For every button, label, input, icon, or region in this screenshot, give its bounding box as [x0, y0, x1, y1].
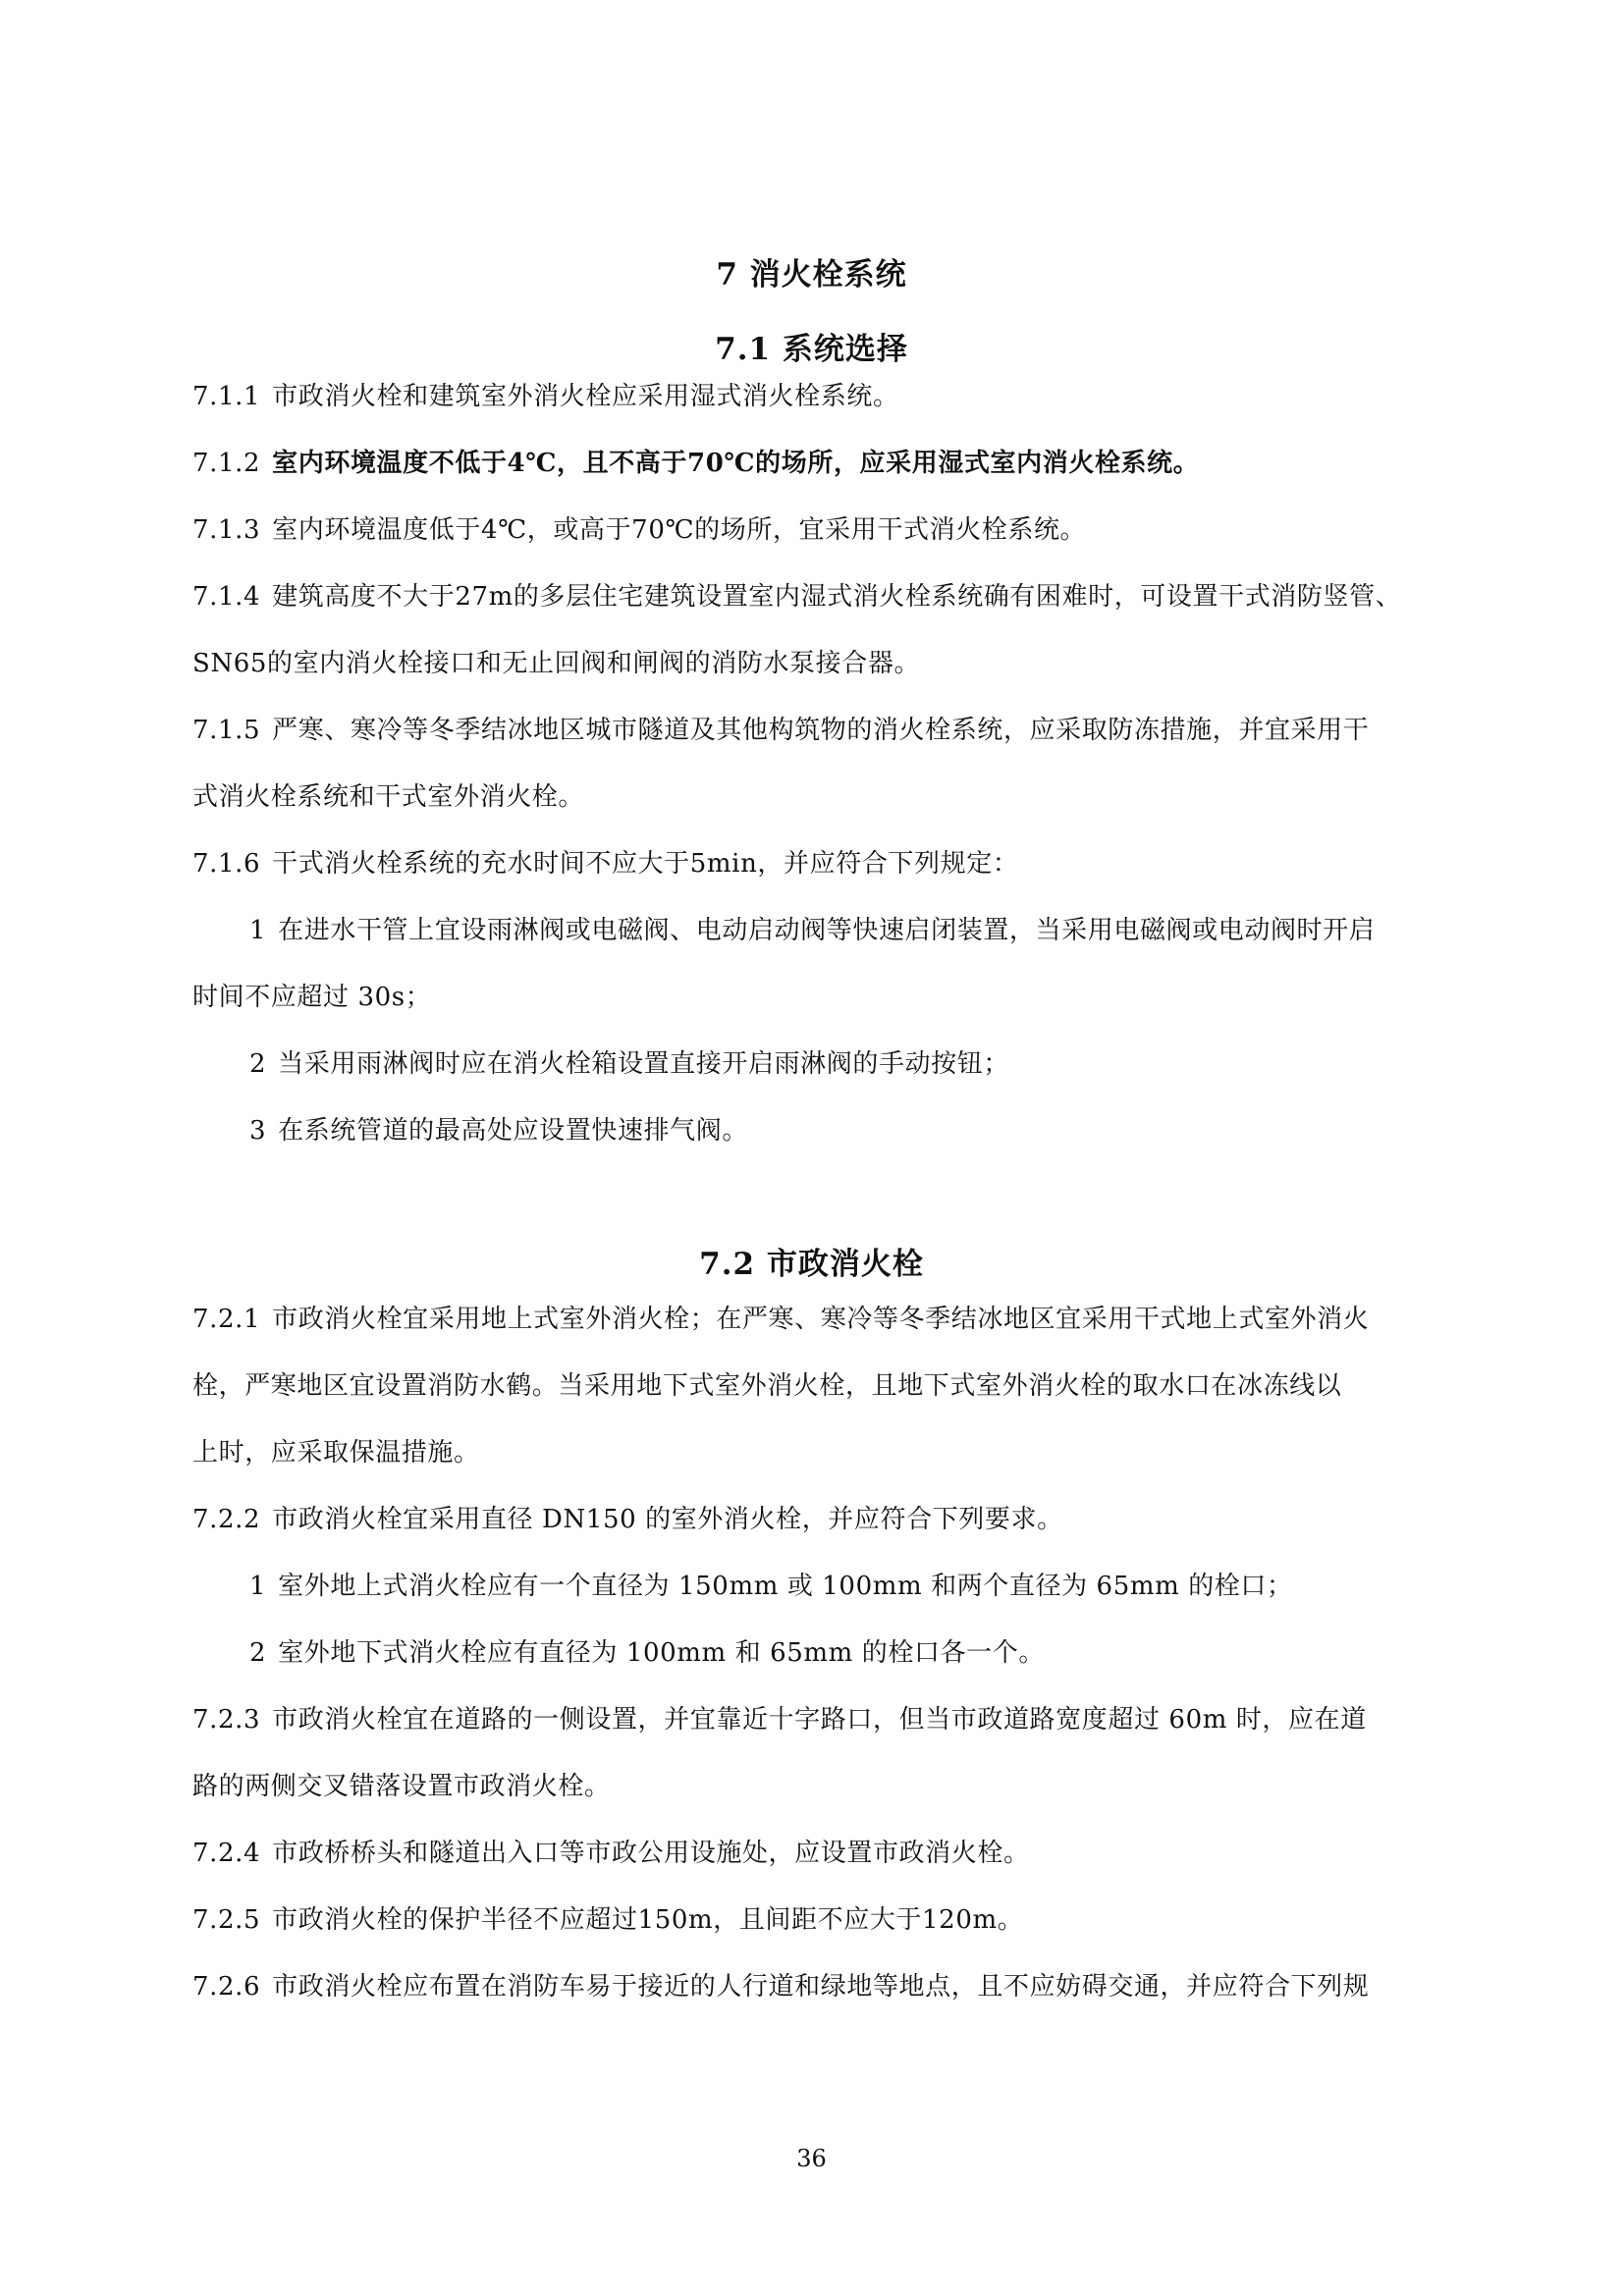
- clause-7-1-2: [192, 444, 1469, 483]
- chapter-title: 7 消火栓系统: [716, 257, 907, 293]
- clause-number: 7.2.3: [192, 1705, 261, 1735]
- list-number: 2: [249, 1049, 267, 1079]
- clause-text: 市政消火栓和建筑室外消火栓应采用湿式消火栓系统。: [272, 382, 899, 411]
- clause-number: 7.2.6: [192, 1972, 261, 2002]
- clause-text: 上时，应采取保温措施。: [192, 1438, 480, 1468]
- clause-7-2-6: [192, 1967, 1469, 2006]
- list-text: 室外地下式消火栓应有直径为 100mm 和 65mm 的栓口各一个。: [278, 1638, 1045, 1668]
- list-text: 在系统管道的最高处应设置快速排气阀。: [278, 1116, 748, 1146]
- section-title-7-2: 7.2 市政消火栓: [699, 1247, 924, 1282]
- clause-number: 7.1.1: [192, 382, 261, 411]
- clause-continuation: [192, 1433, 1469, 1472]
- clause-number: 7.1.5: [192, 716, 261, 745]
- clause-continuation: [192, 644, 1469, 683]
- clause-text: 市政桥桥头和隧道出入口等市政公用设施处，应设置市政消火栓。: [272, 1839, 1030, 1868]
- clause-text: 栓，严寒地区宜设置消防水鹤。当采用地下式室外消火栓，且地下式室外消火栓的取水口在冰冻线以: [192, 1371, 1342, 1401]
- clause-text: 干式消火栓系统的充水时间不应大于5min，并应符合下列规定：: [272, 849, 1019, 879]
- clause-number: 7.2.1: [192, 1305, 261, 1334]
- clause-text: 市政消火栓宜采用地上式室外消火栓；在严寒、寒冷等冬季结冰地区宜采用干式地上式室外消火: [272, 1305, 1370, 1334]
- list-item-1: [249, 1567, 1526, 1606]
- clause-text: 严寒、寒冷等冬季结冰地区城市隧道及其他构筑物的消火栓系统，应采取防冻措施，并宜采用干: [272, 716, 1370, 745]
- clause-continuation: [192, 1366, 1469, 1406]
- clause-number: 7.1.4: [192, 582, 261, 612]
- clause-text: 市政消火栓宜采用直径 DN150 的室外消火栓，并应符合下列要求。: [272, 1505, 1063, 1534]
- list-item-3: [249, 1111, 1526, 1150]
- section-title-7-1: 7.1 系统选择: [715, 332, 908, 367]
- list-number: 1: [249, 916, 267, 945]
- clause-7-2-3: [192, 1700, 1469, 1739]
- clause-text: 市政消火栓的保护半径不应超过150m，且间距不应大于120m。: [272, 1905, 1024, 1935]
- clause-number: 7.2.4: [192, 1839, 261, 1868]
- clause-continuation: [192, 1767, 1469, 1806]
- clause-7-1-5: [192, 711, 1469, 750]
- clause-7-1-3: [192, 510, 1469, 550]
- clause-number: 7.2.2: [192, 1505, 261, 1534]
- list-number: 3: [249, 1116, 267, 1146]
- list-item-1: [249, 911, 1526, 950]
- clause-text: 室内环境温度不低于4℃，且不高于70℃的场所，应采用湿式室内消火栓系统。: [272, 449, 1200, 478]
- clause-text: 式消火栓系统和干式室外消火栓。: [192, 782, 585, 812]
- list-number: 2: [249, 1638, 267, 1668]
- clause-7-1-6: [192, 844, 1469, 883]
- clause-text: 市政消火栓宜在道路的一侧设置，并宜靠近十字路口，但当市政道路宽度超过 60m 时，应在道: [272, 1705, 1367, 1735]
- list-item-2: [249, 1633, 1526, 1673]
- clause-7-2-2: [192, 1500, 1469, 1539]
- list-number: 1: [249, 1572, 267, 1601]
- list-continuation: [192, 978, 1469, 1017]
- clause-7-2-1: [192, 1300, 1469, 1339]
- clause-text: SN65的室内消火栓接口和无止回阀和闸阀的消防水泵接合器。: [192, 649, 921, 678]
- clause-text: 建筑高度不大于27m的多层住宅建筑设置室内湿式消火栓系统确有困难时，可设置干式消防竖管、: [272, 582, 1402, 612]
- list-text: 时间不应超过 30s；: [192, 983, 432, 1012]
- clause-continuation: [192, 777, 1469, 817]
- clause-7-2-5: [192, 1900, 1469, 1940]
- list-text: 室外地上式消火栓应有一个直径为 150mm 或 100mm 和两个直径为 65mm 的栓口；: [278, 1572, 1293, 1601]
- clause-7-2-4: [192, 1834, 1469, 1873]
- clause-text: 室内环境温度低于4℃，或高于70℃的场所，宜采用干式消火栓系统。: [272, 515, 1087, 545]
- list-text: 当采用雨淋阀时应在消火栓箱设置直接开启雨淋阀的手动按钮；: [278, 1049, 1009, 1079]
- clause-number: 7.2.5: [192, 1905, 261, 1935]
- clause-text: 市政消火栓应布置在消防车易于接近的人行道和绿地等地点，且不应妨碍交通，并应符合下列规: [272, 1972, 1370, 2002]
- clause-text: 路的两侧交叉错落设置市政消火栓。: [192, 1772, 611, 1801]
- page-number: 36: [796, 2145, 827, 2172]
- clause-7-1-1: [192, 377, 1469, 416]
- clause-number: 7.1.6: [192, 849, 261, 879]
- clause-number: 7.1.2: [192, 449, 261, 478]
- clause-7-1-4: [192, 577, 1469, 616]
- clause-number: 7.1.3: [192, 515, 261, 545]
- list-text: 在进水干管上宜设雨淋阀或电磁阀、电动启动阀等快速启闭装置，当采用电磁阀或电动阀时开启: [278, 916, 1376, 945]
- list-item-2: [249, 1044, 1526, 1084]
